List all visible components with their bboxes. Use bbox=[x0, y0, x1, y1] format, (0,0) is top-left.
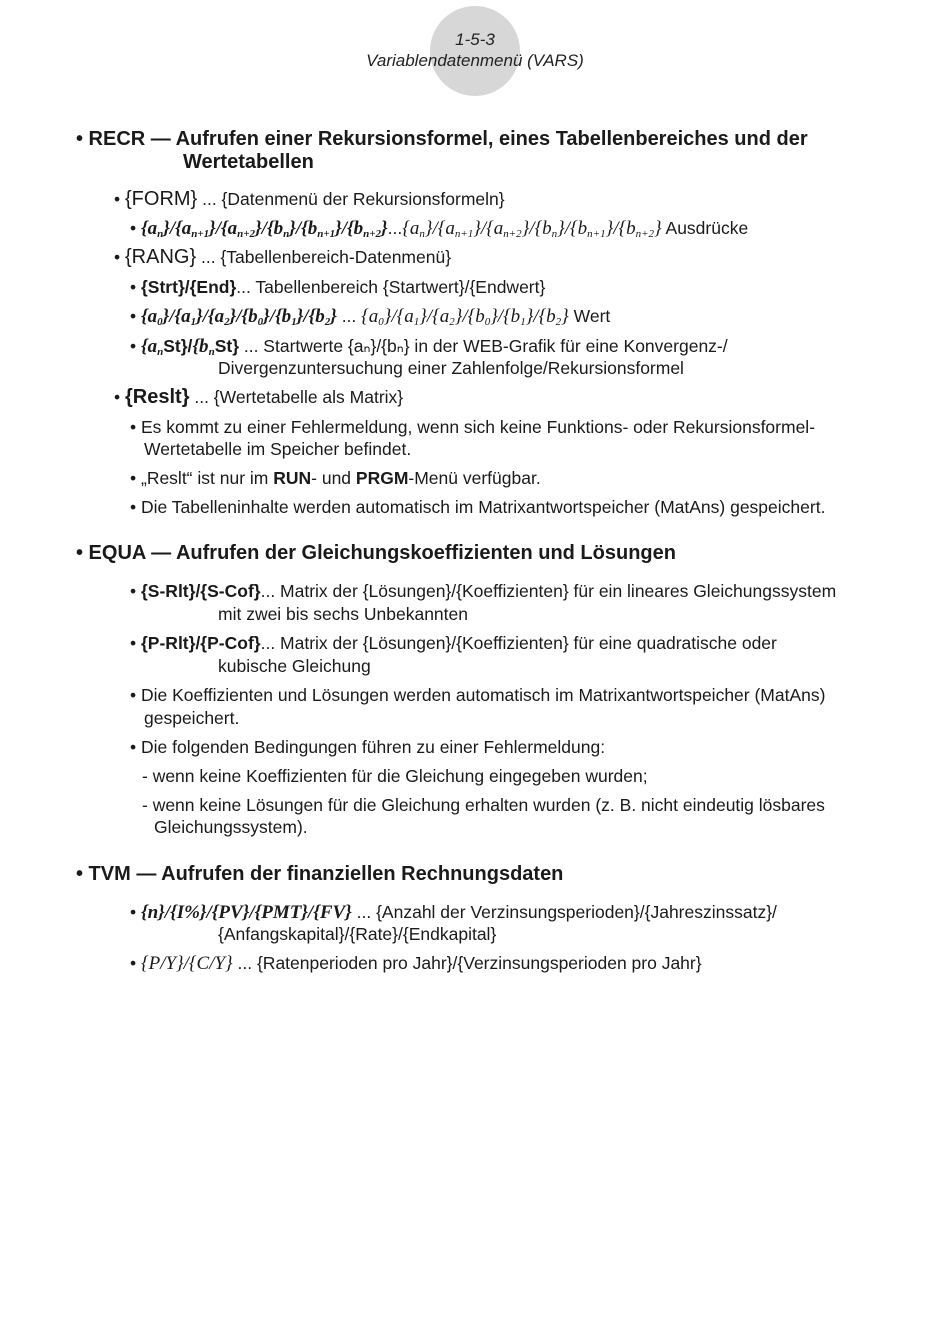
tvm-desc-1-cont: {Anfangskapital}/{Rate}/{Endkapital} bbox=[218, 924, 497, 944]
prlt-key: {P-Rlt}/{P-Cof} bbox=[141, 633, 261, 653]
equa-cond-1: - wenn keine Koeffizienten für die Gleichung eingegeben wurden; bbox=[142, 766, 648, 786]
init-suffix: Wert bbox=[568, 306, 611, 326]
equa-note-1-cont: gespeichert. bbox=[144, 708, 240, 728]
recr-heading: • RECR — Aufrufen einer Rekursionsformel, eines Tabellenbereiches und der bbox=[76, 128, 808, 150]
recr-note-1-cont: Wertetabelle im Speicher befindet. bbox=[144, 439, 412, 459]
anst-item: • $\{a_nSt\}/\{b_nSt\}$ ... Startwerte {aₙ}/{bₙ} in der WEB-Grafik für eine Konvergenz-/ bbox=[130, 336, 728, 358]
reslt-item: • {Reslt} ... {Wertetabelle als Matrix} bbox=[114, 386, 404, 408]
strt-key: {Strt}/{End} bbox=[141, 277, 237, 297]
tvm-desc-2: ... {Ratenperioden pro Jahr}/{Verzinsungsperioden pro Jahr} bbox=[232, 953, 702, 973]
recr-heading-cont: Wertetabellen bbox=[183, 151, 314, 173]
tvm-item-2: • {P/Y}/{C/Y} ... {Ratenperioden pro Jahr}/{Verzinsungsperioden pro Jahr} bbox=[130, 953, 702, 974]
anst-desc: ... Startwerte {aₙ}/{bₙ} in der WEB-Grafik für eine Konvergenz-/ bbox=[239, 336, 728, 356]
form-item: • {FORM} ... {Datenmenü der Rekursionsformeln} bbox=[114, 188, 505, 210]
prlt-desc-cont: kubische Gleichung bbox=[218, 656, 371, 676]
equa-cond-2: - wenn keine Lösungen für die Gleichung erhalten wurden (z. B. nicht eindeutig lösbares bbox=[142, 795, 825, 815]
tvm-keys-2: {P/Y}/{C/Y} bbox=[141, 953, 233, 974]
terms-item: • $\{a_n\}/\{a_{n+1}\}/\{a_{n+2}\}/\{b_n\}/\{b_{n+1}\}/\{b_{n+2}\}...\{a_n\}/\{a_{n+1}\}/\{a_{n+2}\}/\{b_n\}/\{b_{n+1}\}/\{b_{n+2}\}$ Ausdrücke bbox=[130, 218, 749, 240]
prlt-desc: ... Matrix der {Lösungen}/{Koeffizienten} für eine quadratische oder bbox=[260, 633, 777, 653]
tvm-item-1: • {n}/{I%}/{PV}/{PMT}/{FV} ... {Anzahl der Verzinsungsperioden}/{Jahreszinssatz}/ bbox=[130, 902, 777, 923]
equa-note-2: • Die folgenden Bedingungen führen zu einer Fehlermeldung: bbox=[130, 737, 606, 757]
terms-suffix: Ausdrücke bbox=[661, 218, 749, 238]
equa-note-1: • Die Koeffizienten und Lösungen werden automatisch im Matrixantwortspeicher (MatAns) bbox=[130, 685, 826, 705]
rang-key: {RANG} bbox=[125, 246, 197, 268]
init-item: • $\{a_0\}/\{a_1\}/\{a_2\}/\{b_0\}/\{b_1\}/\{b_2\}$ ... $\{a_0\}/\{a_1\}/\{a_2\}/\{b_0\}/\{b_1\}/\{b_2\}$ Wert bbox=[130, 306, 611, 328]
tvm-desc-1: ... {Anzahl der Verzinsungsperioden}/{Jahreszinssatz}/ bbox=[351, 902, 777, 922]
equa-heading: • EQUA — Aufrufen der Gleichungskoeffizienten und Lösungen bbox=[76, 542, 676, 564]
srlt-desc: ... Matrix der {Lösungen}/{Koeffizienten} für ein lineares Gleichungssystem bbox=[260, 581, 837, 601]
equa-cond-2-cont: Gleichungssystem). bbox=[154, 817, 308, 837]
tvm-keys-1: {n}/{I%}/{PV}/{PMT}/{FV} bbox=[141, 902, 352, 923]
srlt-desc-cont: mit zwei bis sechs Unbekannten bbox=[218, 604, 468, 624]
rang-desc: ... {Tabellenbereich-Datenmenü} bbox=[196, 247, 452, 267]
anst-desc-cont: Divergenzuntersuchung einer Zahlenfolge/Rekursionsformel bbox=[218, 358, 684, 378]
reslt-desc: ... {Wertetabelle als Matrix} bbox=[189, 387, 404, 407]
form-key: {FORM} bbox=[125, 188, 198, 210]
rang-item: • {RANG} ... {Tabellenbereich-Datenmenü} bbox=[114, 246, 452, 268]
strt-desc: ... Tabellenbereich {Startwert}/{Endwert} bbox=[236, 277, 546, 297]
srlt-key: {S-Rlt}/{S-Cof} bbox=[141, 581, 261, 601]
recr-note-2: • „Reslt“ ist nur im RUN- und PRGM-Menü verfügbar. bbox=[130, 468, 541, 488]
page-title: Variablendatenmenü (VARS) bbox=[366, 51, 584, 70]
recr-note-1: • Es kommt zu einer Fehlermeldung, wenn sich keine Funktions- oder Rekursionsformel- bbox=[130, 417, 816, 437]
strt-item: • {Strt}/{End}... Tabellenbereich {Startwert}/{Endwert} bbox=[130, 277, 546, 297]
srlt-item: • {S-Rlt}/{S-Cof}... Matrix der {Lösungen}/{Koeffizienten} für ein lineares Gleichungssystem bbox=[130, 581, 837, 601]
tvm-heading: • TVM — Aufrufen der finanziellen Rechnungsdaten bbox=[76, 863, 564, 885]
prlt-item: • {P-Rlt}/{P-Cof}... Matrix der {Lösungen}/{Koeffizienten} für eine quadratische oder bbox=[130, 633, 777, 653]
page-number: 1-5-3 bbox=[455, 30, 495, 49]
reslt-key: {Reslt} bbox=[125, 386, 190, 408]
recr-note-3: • Die Tabelleninhalte werden automatisch im Matrixantwortspeicher (MatAns) gespeichert. bbox=[130, 497, 826, 517]
form-desc: ... {Datenmenü der Rekursionsformeln} bbox=[197, 189, 505, 209]
